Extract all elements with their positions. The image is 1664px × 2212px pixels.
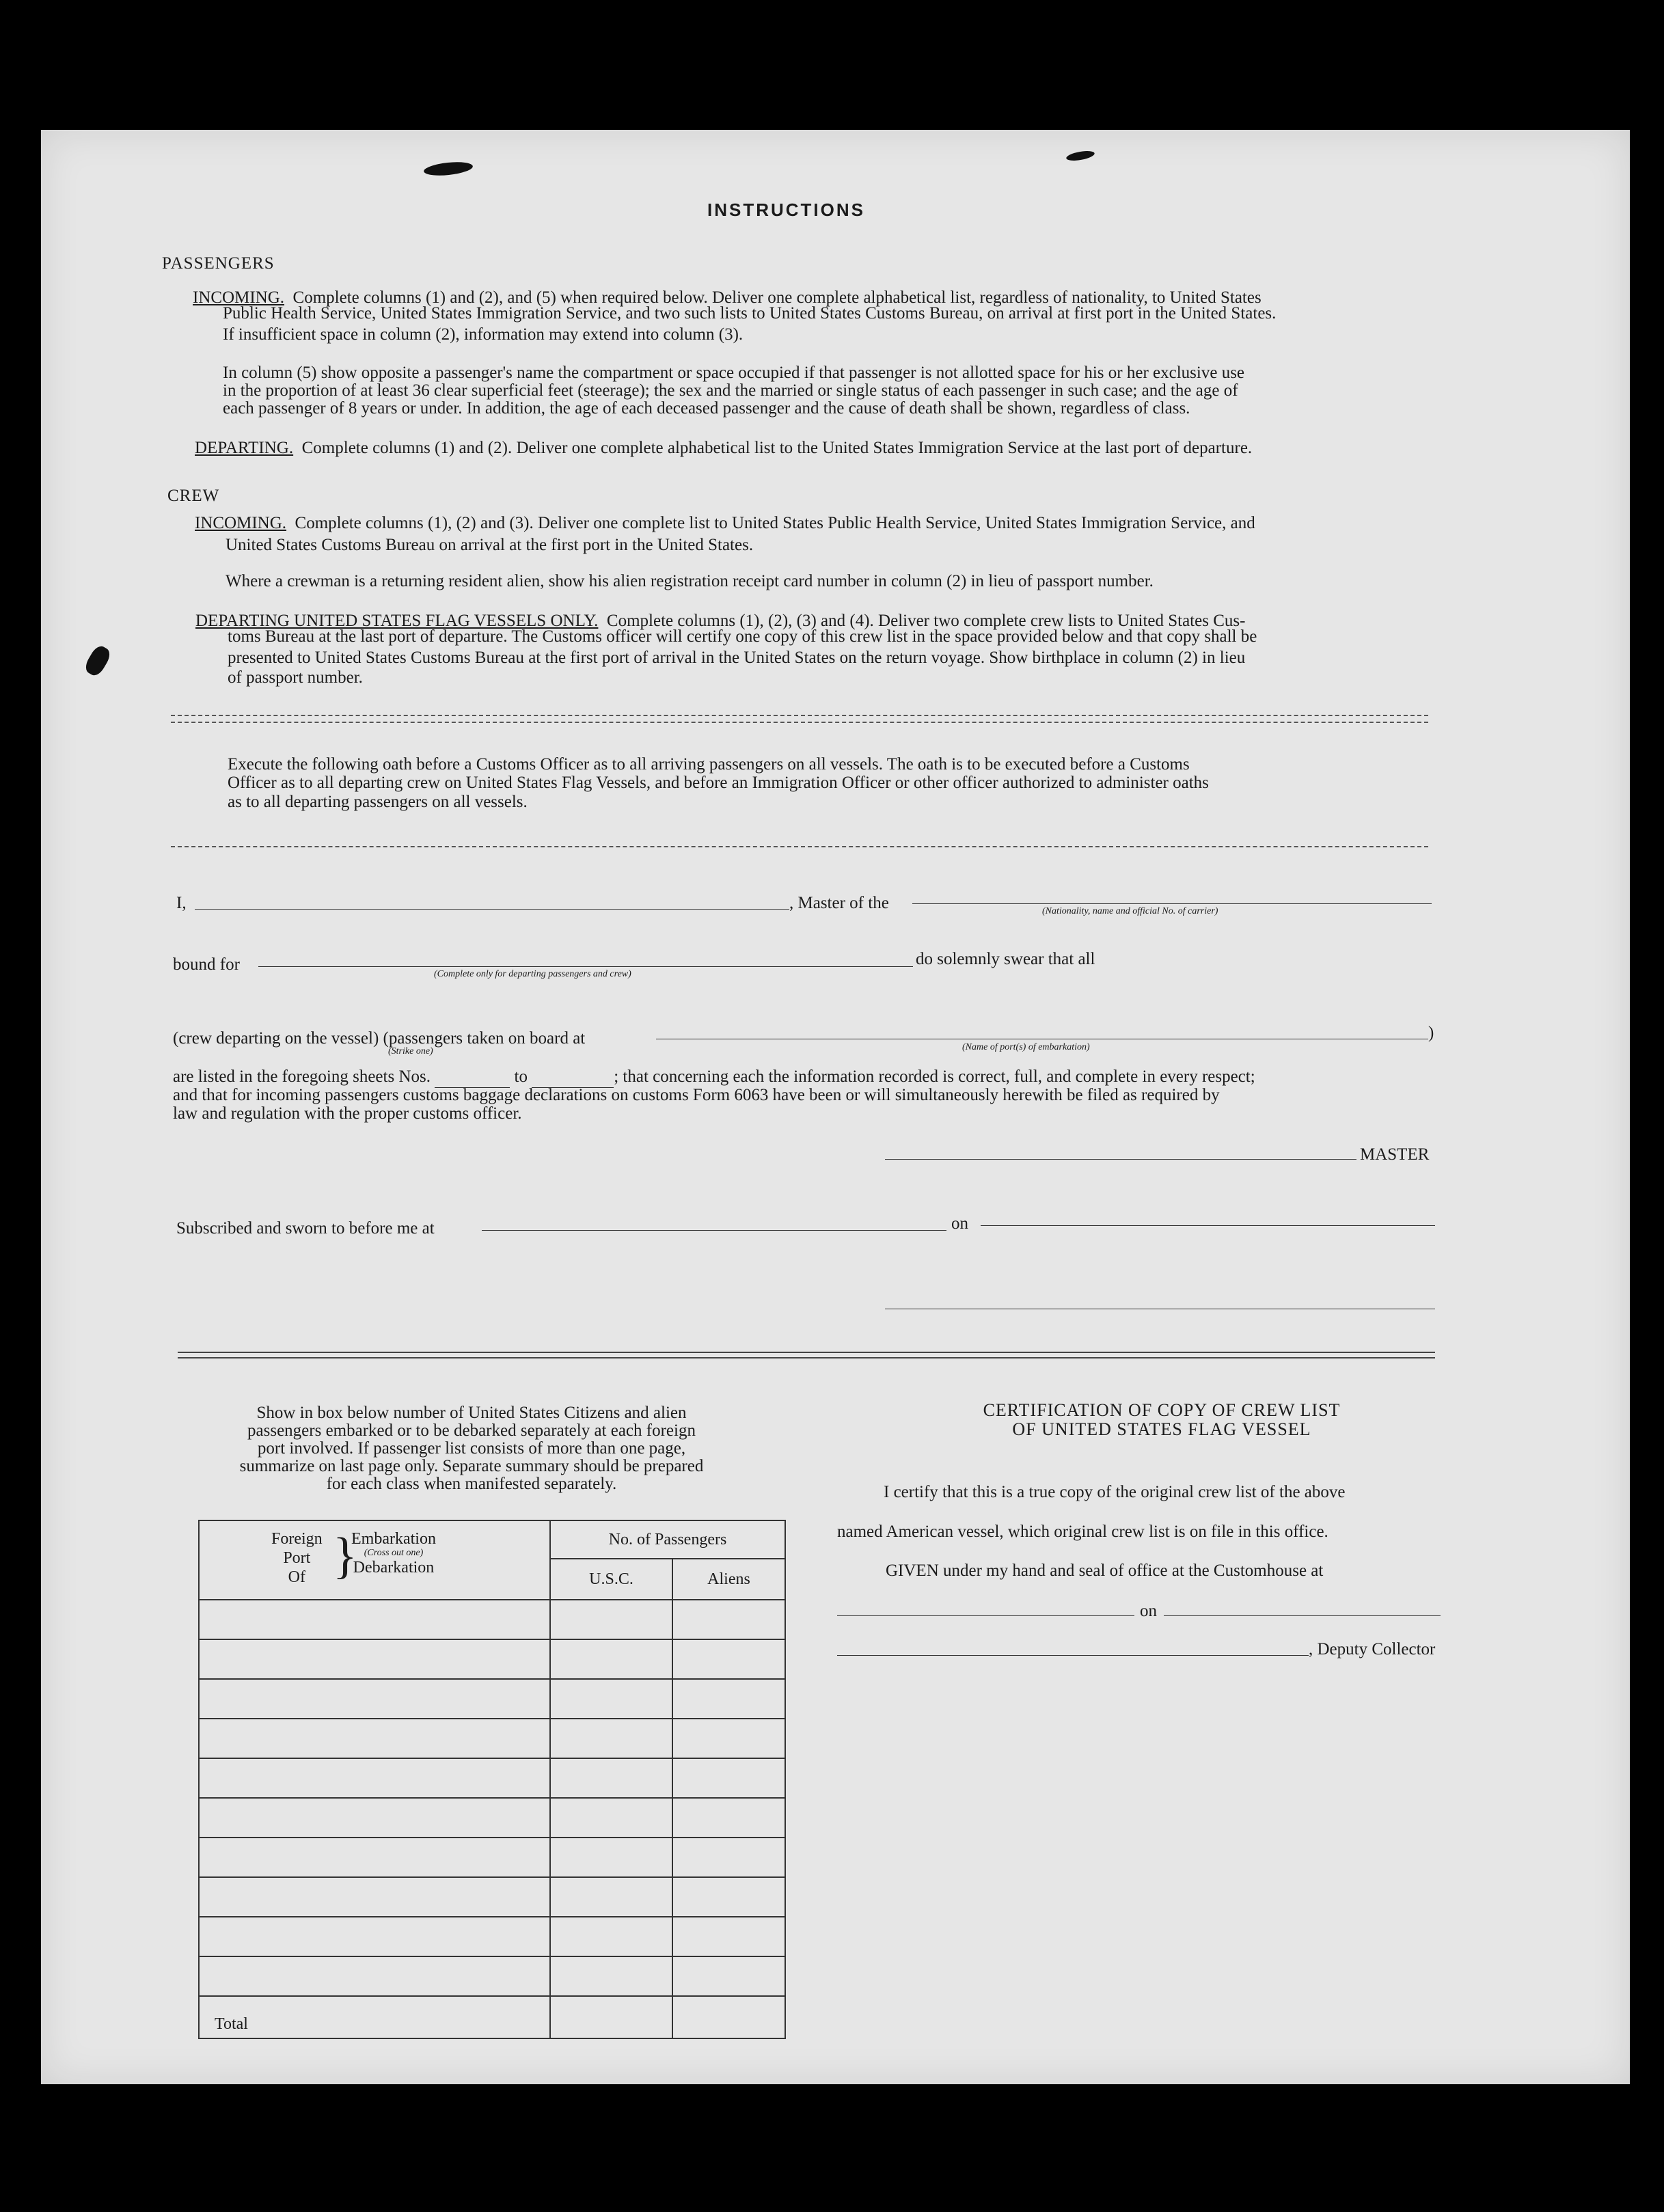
crew-departing-line: toms Bureau at the last port of departure. The Customs officer will certify one copy of this crew list in the space provided below and that copy shall be xyxy=(228,627,1257,646)
usc-cell[interactable] xyxy=(550,1877,672,1917)
divider xyxy=(171,722,1428,723)
summary-instruction: Show in box below number of United States Citizens and alien xyxy=(256,1404,687,1422)
bound-for-caption: (Complete only for departing passengers and crew) xyxy=(434,969,631,979)
carrier-field[interactable] xyxy=(912,903,1432,904)
crew-departing-line: of passport number. xyxy=(228,668,363,687)
total-aliens-cell[interactable] xyxy=(672,1996,785,2038)
ports-caption: (Name of port(s) of embarkation) xyxy=(962,1042,1090,1052)
passengers-incoming-line: Public Health Service, United States Immigration Service, and two such lists to United States Customs Bureau, on arrival at first port in the United States. xyxy=(223,304,1277,323)
sworn-on-label: on xyxy=(951,1214,968,1233)
usc-cell[interactable] xyxy=(550,1639,672,1679)
oath-line: law and regulation with the proper customs officer. xyxy=(173,1104,522,1123)
passengers-departing-text: Complete columns (1) and (2). Deliver one complete alphabetical list to the United States Immigration Service at the last port of departure. xyxy=(301,439,1253,457)
usc-cell[interactable] xyxy=(550,1917,672,1956)
no-passengers-header: No. of Passengers xyxy=(550,1520,785,1559)
deputy-collector-label: , Deputy Collector xyxy=(1309,1640,1436,1658)
certification-title: CERTIFICATION OF COPY OF CREW LIST xyxy=(983,1400,1341,1420)
master-of-label: , Master of the xyxy=(789,894,889,912)
aliens-cell[interactable] xyxy=(672,1758,785,1798)
total-usc-cell[interactable] xyxy=(550,1996,672,2038)
summary-instruction: summarize on last page only. Separate summary should be prepared xyxy=(239,1457,704,1475)
close-paren: ) xyxy=(1428,1024,1434,1042)
certification-title: OF UNITED STATES FLAG VESSEL xyxy=(1012,1419,1311,1439)
usc-cell[interactable] xyxy=(550,1956,672,1996)
certification-given: GIVEN under my hand and seal of office at the Customhouse at xyxy=(886,1561,1324,1580)
certification-text: named American vessel, which original crew list is on file in this office. xyxy=(837,1523,1328,1541)
bound-for-label: bound for xyxy=(173,955,240,974)
aliens-cell[interactable] xyxy=(672,1877,785,1917)
passengers-departing-label: DEPARTING. xyxy=(195,439,294,457)
usc-header: U.S.C. xyxy=(550,1559,672,1600)
debarkation-label: Debarkation xyxy=(353,1559,435,1576)
resident-alien-text: Where a crewman is a returning resident alien, show his alien registration receipt card number in column (2) in lieu of passport number. xyxy=(226,572,1154,590)
page-title: INSTRUCTIONS xyxy=(707,200,865,220)
master-signature-field[interactable] xyxy=(885,1159,1356,1160)
divider xyxy=(178,1357,1435,1358)
passenger-summary-table xyxy=(198,1520,786,2039)
passengers-heading: PASSENGERS xyxy=(162,254,275,273)
sheets-statement: ; that concerning each the information recorded is correct, full, and complete in every respect; xyxy=(614,1067,1255,1086)
crew-departing-line: presented to United States Customs Bureau at the first port of arrival in the United States on the return voyage. Show birthplace in column (2) in lieu xyxy=(228,648,1246,667)
aliens-cell[interactable] xyxy=(672,1679,785,1719)
crew-departing-line: Complete columns (1), (2), (3) and (4). Deliver two complete crew lists to United States Cus- xyxy=(606,612,1246,630)
column5-line: in the proportion of at least 36 clear superficial feet (steerage); the sex and the married or single status of each passenger in such case; and the age of xyxy=(223,381,1238,400)
brace-mark: } xyxy=(333,1528,357,1584)
divider xyxy=(178,1352,1435,1353)
crew-heading: CREW xyxy=(167,487,220,505)
divider xyxy=(171,846,1428,847)
crew-departing-label: (crew departing on the vessel) (passengers taken on board at xyxy=(173,1029,586,1048)
oath-intro-line: Execute the following oath before a Customs Officer as to all arriving passengers on all vessels. The oath is to be executed before a Customs xyxy=(228,755,1190,774)
usc-cell[interactable] xyxy=(550,1600,672,1639)
usc-cell[interactable] xyxy=(550,1798,672,1838)
master-label: MASTER xyxy=(1360,1145,1430,1164)
port-cell[interactable] xyxy=(199,1679,550,1719)
crew-incoming-label: INCOMING. xyxy=(195,514,287,532)
crew-incoming-line: Complete columns (1), (2) and (3). Deliver one complete list to United States Public Health Service, United States Immigration Service, and xyxy=(295,514,1255,532)
crew-departing-label: DEPARTING UNITED STATES FLAG VESSELS ONLY. xyxy=(195,612,599,630)
aliens-cell[interactable] xyxy=(672,1600,785,1639)
oath-intro-line: as to all departing passengers on all vessels. xyxy=(228,793,528,811)
usc-cell[interactable] xyxy=(550,1719,672,1758)
passengers-incoming-line: Complete columns (1) and (2), and (5) when required below. Deliver one complete alphabetical list, regardless of nationality, to United States xyxy=(292,288,1261,307)
usc-cell[interactable] xyxy=(550,1679,672,1719)
aliens-cell[interactable] xyxy=(672,1639,785,1679)
oath-intro-line: Officer as to all departing crew on United States Flag Vessels, and before an Immigration Officer or other officer authorized to administer oaths xyxy=(228,774,1209,792)
total-label: Total xyxy=(199,1996,550,2038)
embarkation-label: Embarkation xyxy=(351,1530,436,1548)
foreign-label: Foreign xyxy=(271,1530,323,1548)
master-name-field[interactable] xyxy=(195,909,789,910)
usc-cell[interactable] xyxy=(550,1838,672,1877)
certification-on-label: on xyxy=(1140,1602,1157,1620)
aliens-cell[interactable] xyxy=(672,1917,785,1956)
passengers-incoming-label: INCOMING. xyxy=(193,288,285,307)
column5-line: In column (5) show opposite a passenger's name the compartment or space occupied if that passenger is not allotted space for his or her exclusive use xyxy=(223,364,1245,382)
port-label: Port xyxy=(283,1549,311,1567)
aliens-cell[interactable] xyxy=(672,1719,785,1758)
cross-out-caption: (Cross out one) xyxy=(364,1548,424,1558)
port-cell[interactable] xyxy=(199,1639,550,1679)
carrier-caption: (Nationality, name and official No. of carrier) xyxy=(1042,906,1218,916)
aliens-cell[interactable] xyxy=(672,1956,785,1996)
certification-date-field[interactable] xyxy=(1164,1615,1441,1616)
sheets-label: are listed in the foregoing sheets Nos. xyxy=(173,1067,431,1086)
port-cell[interactable] xyxy=(199,1877,550,1917)
port-cell[interactable] xyxy=(199,1798,550,1838)
port-cell[interactable] xyxy=(199,1719,550,1758)
divider xyxy=(171,715,1428,716)
port-cell[interactable] xyxy=(199,1758,550,1798)
oath-line: and that for incoming passengers customs baggage declarations on customs Form 6063 have been or will simultaneously herewith be filed as required by xyxy=(173,1086,1220,1104)
port-cell[interactable] xyxy=(199,1917,550,1956)
port-cell[interactable] xyxy=(199,1838,550,1877)
port-header-cell xyxy=(199,1520,550,1600)
port-cell[interactable] xyxy=(199,1956,550,1996)
customhouse-field[interactable] xyxy=(837,1615,1134,1616)
aliens-cell[interactable] xyxy=(672,1838,785,1877)
of-label: Of xyxy=(288,1568,305,1586)
summary-instruction: for each class when manifested separately. xyxy=(326,1475,617,1493)
sworn-location-field[interactable] xyxy=(482,1230,946,1231)
crew-incoming-line: United States Customs Bureau on arrival at the first port in the United States. xyxy=(226,536,754,554)
summary-instruction: passengers embarked or to be debarked separately at each foreign xyxy=(247,1421,696,1440)
summary-instruction: port involved. If passenger list consists of more than one page, xyxy=(257,1439,686,1458)
subscribed-label: Subscribed and sworn to before me at xyxy=(176,1219,435,1238)
port-cell[interactable] xyxy=(199,1600,550,1639)
strike-caption: (Strike one) xyxy=(388,1046,433,1056)
aliens-cell[interactable] xyxy=(672,1798,785,1838)
certification-text: I certify that this is a true copy of the original crew list of the above xyxy=(884,1483,1346,1501)
bound-for-field[interactable] xyxy=(258,966,913,967)
passengers-incoming-line: If insufficient space in column (2), information may extend into column (3). xyxy=(223,325,744,344)
oath-i-label: I, xyxy=(176,894,187,912)
aliens-header: Aliens xyxy=(672,1559,785,1600)
column5-line: each passenger of 8 years or under. In addition, the age of each deceased passenger and the cause of death shall be shown, regardless of class. xyxy=(223,399,1190,418)
swear-label: do solemnly swear that all xyxy=(916,950,1095,968)
sheets-to-label: to xyxy=(514,1067,528,1086)
usc-cell[interactable] xyxy=(550,1758,672,1798)
sworn-date-field[interactable] xyxy=(981,1225,1435,1226)
deputy-signature-field[interactable] xyxy=(837,1655,1309,1656)
